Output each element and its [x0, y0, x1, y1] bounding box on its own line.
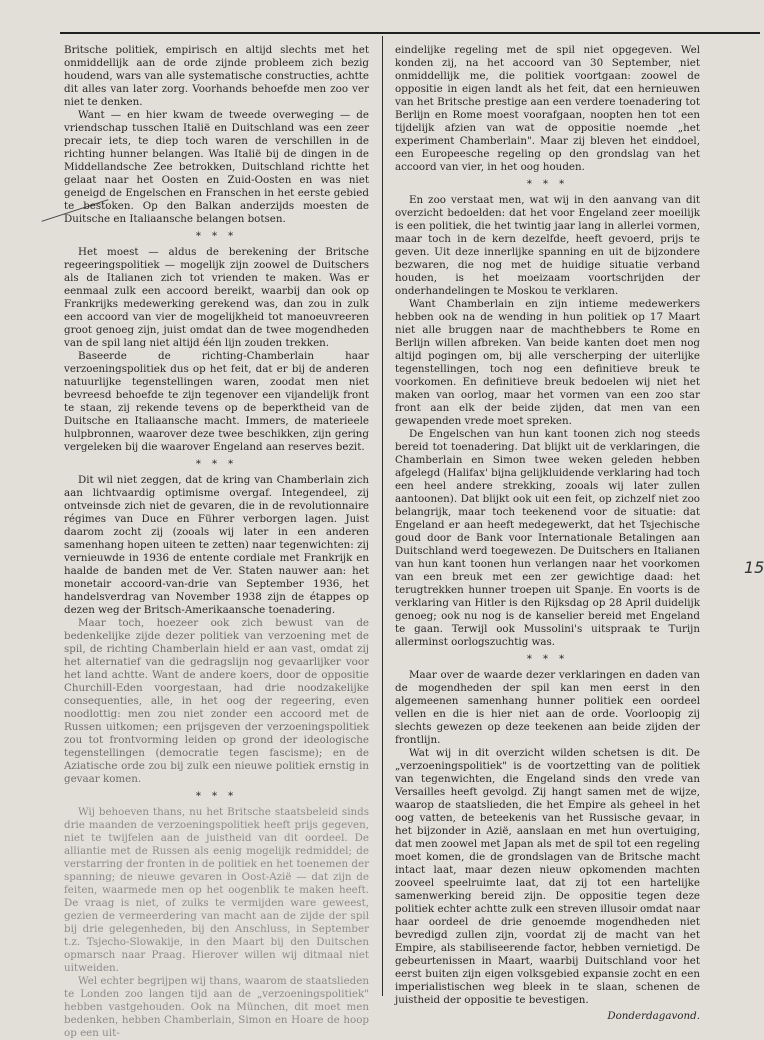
section-separator: * * * — [195, 791, 238, 802]
signature-dateline: Donderdagavond. — [607, 1010, 700, 1022]
top-rule — [60, 32, 760, 34]
paragraph: Maar toch, hoezeer ook zich bewust van de bedenkelijke zijde dezer politiek van verzoening met de spil, de richting Chamberlain hield er aan vast, omdat zij het alternatief van die gedragslijn nog gevaarlijker voor het land achtte. Want de andere koers, door de oppositie Churchill-Eden voorgestaan, had drie noodzakelijke consequenties, alle, in het oog der regeering, even noodlottig: men zou niet zonder een accoord met de Russen uitkomen; een prijsgeven der verzoeningspolitiek zou tot frontvorming leiden op grond der ideologische tegenstellingen (democratie tegen fascisme); en de Aziatische orde zou bij zulk een nieuwe politiek ernstig in gevaar komen. — [64, 617, 369, 785]
paragraph: Het moest — aldus de berekening der Britsche regeeringspolitiek — mogelijk zijn zoowel de Duitschers als de Italianen zich tot vrienden te maken. Was er eenmaal zulk een accoord bereikt, waarbij dan ook op Frankrijks medewerking gerekend was, dan zou in zulk een accoord van vier de mogelijkheid tot manoeuvreeren groot genoeg zijn, juist omdat dan de twee mogendheden van de spil lang niet altijd één lijn zouden trekken. — [64, 246, 369, 349]
section-separator: * * * — [195, 459, 238, 470]
left-column — [64, 44, 369, 1040]
paragraph: Want — en hier kwam de tweede overweging — de vriendschap tusschen Italië en Duitschland was een zeer precair iets, te diep toch waren de verschillen in de richting hunner belangen. Was Italië bij de dingen in de Middellandsche Zee betrokken, Duitschland richtte het gelaat naar het Oosten en Zuid-Oosten en was niet geneigd de Engelschen en Franschen in het eerste gebied te bestoken. Op den Balkan anderzijds moesten de Duitsche en Italiaansche belangen botsen. — [64, 109, 369, 225]
paragraph: Britsche politiek, empirisch en altijd slechts met het onmiddellijk aan de orde zijnde probleem zich bezig houdend, wars van alle systematische constructies, achtte dit alles van later zorg. Voorhands behoefde men zoo ver niet te denken. — [64, 44, 369, 108]
section-separator: * * * — [526, 654, 569, 665]
paragraph: Baseerde de richting-Chamberlain haar verzoeningspolitiek dus op het feit, dat er bij de anderen natuurlijke tegenstellingen waren, zoodat men niet bevreesd behoefde te zijn tegenover een vijandelijk front te staan, zij rekende tevens op de beperktheid van de Duitsche en Italiaansche macht. Immers, de materieele hulpbronnen, waarover deze twee beschikken, zijn gering vergeleken bij die waarover Engeland aan reserves bezit. — [64, 350, 369, 453]
paragraph: Wat wij in dit overzicht wilden schetsen is dit. De „verzoeningspolitiek" is de voortzetting van de politiek van tegenwichten, die Engeland sinds den vrede van Versailles heeft gevolgd. Zij hangt samen met de wijze, waarop de staatslieden, die het Empire als geheel in het oog vatten, de beteekenis van het Russische gevaar, in het bijzonder in Azië, aanslaan en met hun overtuiging, dat men zoowel met Japan als met de spil tot een regeling moet komen, die de grondslagen van de Britsche macht intact laat, maar dezen nieuw opkomenden machten zooveel speelruimte laat, dat zij tot een hartelijke samenwerking bereid zijn. De oppositie tegen deze politiek echter achtte zulk een streven illusoir omdat naar haar oordeel de drie genoemde mogendheden niet bevredigd zullen zijn, voordat zij de macht van het Empire, als stabiliseerende factor, hebben vernietigd. De gebeurtenissen in Maart, waarbij Duitschland voor het eerst buiten zijn eigen volksgebied expansie zocht en een imperialistischen weg bleek in te slaan, schenen de juistheid der oppositie te bevestigen. — [395, 747, 700, 1006]
paragraph: Maar over de waarde dezer verklaringen en daden van de mogendheden der spil kan men eerst in den algemeenen samenhang hunner politiek een oordeel vellen en die is hier niet aan de orde. Voorloopig zij slechts gewezen op deze teekenen aan beide zijden der frontlijn. — [395, 669, 700, 746]
paragraph: Dit wil niet zeggen, dat de kring van Chamberlain zich aan lichtvaardig optimisme overgaf. Integendeel, zij ontveinsde zich niet de gevaren, die in de revolutionnaire régimes van Duce en Führer verborgen lagen. Juist daarom zocht zij (zooals wij later in een anderen samenhang hopen uiteen te zetten) naar tegenwichten: zij vernieuwde in 1936 de entente cordiale met Frankrijk en haalde de banden met de Ver. Staten nauwer aan: het monetair accoord-van-drie van September 1936, het handelsverdrag van November 1938 zijn de étappes op dezen weg der Britsch-Amerikaansche toenadering. — [64, 474, 369, 616]
paragraph: eindelijke regeling met de spil niet opgegeven. Wel konden zij, na het accoord van 30 September, niet onmiddellijk me, die politiek voortgaan: zoowel de oppositie in eigen landt als het feit, dat een hernieuwen van het Britsche prestige aan een verdere toenadering tot Berlijn en Rome moest voorafgaan, noopten hen tot een tijdelijk afzien van wat de oppositie noemde „het experiment Chamberlain". Maar zij bleven het einddoel, een Europeesche regeling op den grondslag van het accoord van vier, in het oog houden. — [395, 44, 700, 173]
paragraph: Wij behoeven thans, nu het Britsche staatsbeleid sinds drie maanden de verzoeningspolitiek heeft prijs gegeven, niet te twijfelen aan de juistheid van dit oordeel. De alliantie met de Russen als eenig mogelijk redmiddel; de verstarring der fronten in de politiek en het toenemen der spanning; de nieuwe gevaren in Oost-Azië — dat zijn de feiten, waarmede men op het oogenblik te maken heeft. De vraag is niet, of zulks te vermijden ware geweest, gezien de vermeerdering van macht aan de zijde der spil bij drie gelegenheden, bij den Anschluss, in September t.z. Tsjecho-Slowakije, in den Maart bij den Duitschen opmarsch naar Praag. Hierover willen wij ditmaal niet uitweiden. — [64, 806, 369, 974]
section-separator: * * * — [195, 231, 238, 242]
margin-note: 15 — [744, 558, 764, 577]
paragraph: Want Chamberlain en zijn intieme medewerkers hebben ook na de wending in hun politiek op 17 Maart niet alle bruggen naar de machthebbers te Rome en Berlijn willen afbreken. Van beide kanten doet men nog altijd pogingen om, bij alle verscherping der uiterlijke tegenstellingen, toch nog een definitieve breuk te voorkomen. En definitieve breuk bedoelen wij niet het maken van oorlog, maar het vormen van een zoo star front aan elk der beide zijden, dat men van een gewapenden vrede moet spreken. — [395, 298, 700, 427]
right-column — [395, 44, 700, 1023]
paragraph: Wel echter begrijpen wij thans, waarom de staatslieden te Londen zoo langen tijd aan de „verzoeningspolitiek" hebben vastgehouden. Ook na München, dit moet men bedenken, hebben Chamberlain, Simon en Hoare de hoop op een uit- — [64, 975, 369, 1039]
paragraph: De Engelschen van hun kant toonen zich nog steeds bereid tot toenadering. Dat blijkt uit de verklaringen, die Chamberlain en Simon twee weken geleden hebben afgelegd (Halifax' bijna gelijkluidende verklaring had toch een heel andere strekking, zooals wij later zullen aantoonen). Dat blijkt ook uit een feit, op zichzelf niet zoo belangrijk, maar toch teekenend voor de situatie: dat Engeland er aan heeft medegewerkt, dat het Tsjechische goud door de Bank voor Internationale Betalingen aan Duitschland werd toegewezen. De Duitschers en Italianen van hun kant toonen hun verlangen naar het voorkomen van een breuk met een zer gewichtige daad: het terugtrekken hunner troepen uit Spanje. En voorts is de verklaring van Hitler is den Rijksdag op 28 April duidelijk genoeg; ook nu nog is de kanselier bereid met Engeland te gaan. Terwijl ook Mussolini's uitspraak te Turijn allerminst oorlogszuchtig was. — [395, 428, 700, 648]
section-separator: * * * — [526, 179, 569, 190]
column-divider — [382, 36, 383, 996]
paragraph: En zoo verstaat men, wat wij in den aanvang van dit overzicht bedoelden: dat het voor Engeland zeer moeilijk is een politiek, die het twintig jaar lang in allerlei vormen, maar toch in de kern dezelfde, heeft gevoerd, prijs te geven. Uit deze innerlijke spanning en uit de bijzondere bezwaren, die nog met de huidige situatie verband houden, is het moeizaam voortschrijden der onderhandelingen te Moskou te verklaren. — [395, 194, 700, 297]
